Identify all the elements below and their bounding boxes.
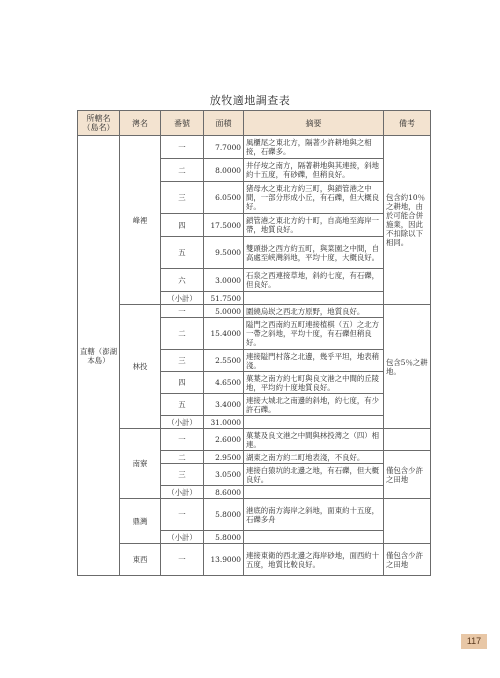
header-row [78, 111, 431, 136]
size-cell: 2.5500 [204, 350, 244, 372]
size-cell: 8.0000 [204, 159, 244, 182]
header-notes: 備考 [384, 111, 431, 136]
size-cell: 6.0500 [204, 182, 244, 214]
summary-cell: 港底的南方海岸之斜地，面東約十五度，石礫多舟 [244, 499, 384, 531]
notes-cell: 包含約10％之耕地，由於可能合併施業，因此不扣除以下相同。 [384, 136, 431, 305]
summary-cell: 連接東衛的西北邊之海岸砂地，面西約十五度，地質比較良好。 [244, 544, 384, 576]
summary-cell: 井仔垵之南方，隔著耕地與其連接，斜地約十五度，有砂礫，但稍良好。 [244, 159, 384, 182]
header-area: 所轄名（島名） [78, 111, 120, 136]
summary-cell: 圍繞烏崁之西北方原野，地質良好。 [244, 305, 384, 318]
number-cell: 五 [161, 237, 204, 269]
subtotal-label: （小計） [161, 416, 204, 429]
summary-cell: 連接隘門村落之北邊，幾乎平坦，地表稍淺。 [244, 350, 384, 372]
survey-table [77, 110, 431, 576]
size-cell: 51.7500 [204, 292, 244, 305]
summary-cell [244, 531, 384, 544]
size-cell: 3.4000 [204, 394, 244, 416]
number-cell: 四 [161, 214, 204, 237]
number-cell: 三 [161, 464, 204, 486]
size-cell: 15.4000 [204, 318, 244, 350]
size-cell: 13.9000 [204, 544, 244, 576]
number-cell: 二 [161, 451, 204, 464]
size-cell: 3.0000 [204, 269, 244, 292]
summary-cell [244, 486, 384, 499]
size-cell: 17.5000 [204, 214, 244, 237]
subtotal-label: （小計） [161, 486, 204, 499]
notes-cell [384, 429, 431, 451]
size-cell: 9.5000 [204, 237, 244, 269]
number-cell: 四 [161, 372, 204, 394]
summary-cell: 連接白猿坑的北邊之地，有石礫，但大概良好。 [244, 464, 384, 486]
table-row [78, 136, 431, 159]
summary-cell: 猪母水之東北方約三町，與鎖管港之中間，一部分形成小丘，有石礫，但大概良好。 [244, 182, 384, 214]
table-row [78, 499, 431, 531]
size-cell: 4.6500 [204, 372, 244, 394]
summary-cell: 菓葉之南方約七町與良文港之中間的丘陵地，平均約十度地質良好。 [244, 372, 384, 394]
table-row [78, 544, 431, 576]
notes-cell: 包含5％之耕地。 [384, 305, 431, 429]
number-cell: 一 [161, 305, 204, 318]
header-summary: 摘要 [244, 111, 384, 136]
summary-cell [244, 416, 384, 429]
subtotal-label: （小計） [161, 531, 204, 544]
number-cell: 二 [161, 318, 204, 350]
bay-cell: 鼎灣 [120, 499, 161, 544]
summary-cell: 隘門之西南約五町連接植棋（五）之北方一帶之斜地，平均十度，有石礫但稍良好。 [244, 318, 384, 350]
table-row [78, 429, 431, 451]
size-cell: 7.7000 [204, 136, 244, 159]
size-cell: 2.6000 [204, 429, 244, 451]
page-title: 放牧適地調查表 [209, 94, 291, 107]
subtotal-label: （小計） [161, 292, 204, 305]
summary-cell: 風櫃尾之東北方，隔著少許耕地與之相接，石礫多。 [244, 136, 384, 159]
number-cell: 一 [161, 429, 204, 451]
header-number: 番號 [161, 111, 204, 136]
summary-cell: 鎖管港之東北方約十町，自高地至海岸一帶，地質良好。 [244, 214, 384, 237]
number-cell: 二 [161, 159, 204, 182]
summary-cell: 菓葉及良文港之中間與林投澚之（四）相連。 [244, 429, 384, 451]
table-row [78, 305, 431, 318]
summary-cell: 石泉之西連接草地，斜約七度，有石礫，但良好。 [244, 269, 384, 292]
size-cell: 2.9500 [204, 451, 244, 464]
area-cell: 直轄（澎湖本島） [78, 136, 120, 576]
number-cell: 一 [161, 499, 204, 531]
number-cell: 一 [161, 136, 204, 159]
page-number: 117 [461, 634, 487, 649]
bay-cell: 峰裡 [120, 136, 161, 305]
header-bay: 澚名 [120, 111, 161, 136]
size-cell: 5.8000 [204, 499, 244, 531]
size-cell: 3.0500 [204, 464, 244, 486]
notes-cell [384, 499, 431, 544]
bay-cell: 南寮 [120, 429, 161, 499]
size-cell: 31.0000 [204, 416, 244, 429]
notes-cell: 僅包含少許之田地 [384, 544, 431, 576]
summary-cell: 連接大城北之南邊的斜地，約七度，有少許石礫。 [244, 394, 384, 416]
bay-cell: 林投 [120, 305, 161, 429]
size-cell: 5.8000 [204, 531, 244, 544]
summary-cell: 湖東之南方約二町地表淺，不良好。 [244, 451, 384, 464]
summary-cell [244, 292, 384, 305]
summary-cell: 雙頭掛之西方約五町，與菜園之中間，自高處至峽灣斜地，平均十度，大概良好。 [244, 237, 384, 269]
header-size: 面積 [204, 111, 244, 136]
notes-cell: 僅包含少許之田地 [384, 451, 431, 499]
bay-cell: 東西 [120, 544, 161, 576]
number-cell: 三 [161, 182, 204, 214]
size-cell: 8.6000 [204, 486, 244, 499]
number-cell: 一 [161, 544, 204, 576]
number-cell: 五 [161, 394, 204, 416]
size-cell: 5.0000 [204, 305, 244, 318]
number-cell: 三 [161, 350, 204, 372]
number-cell: 六 [161, 269, 204, 292]
